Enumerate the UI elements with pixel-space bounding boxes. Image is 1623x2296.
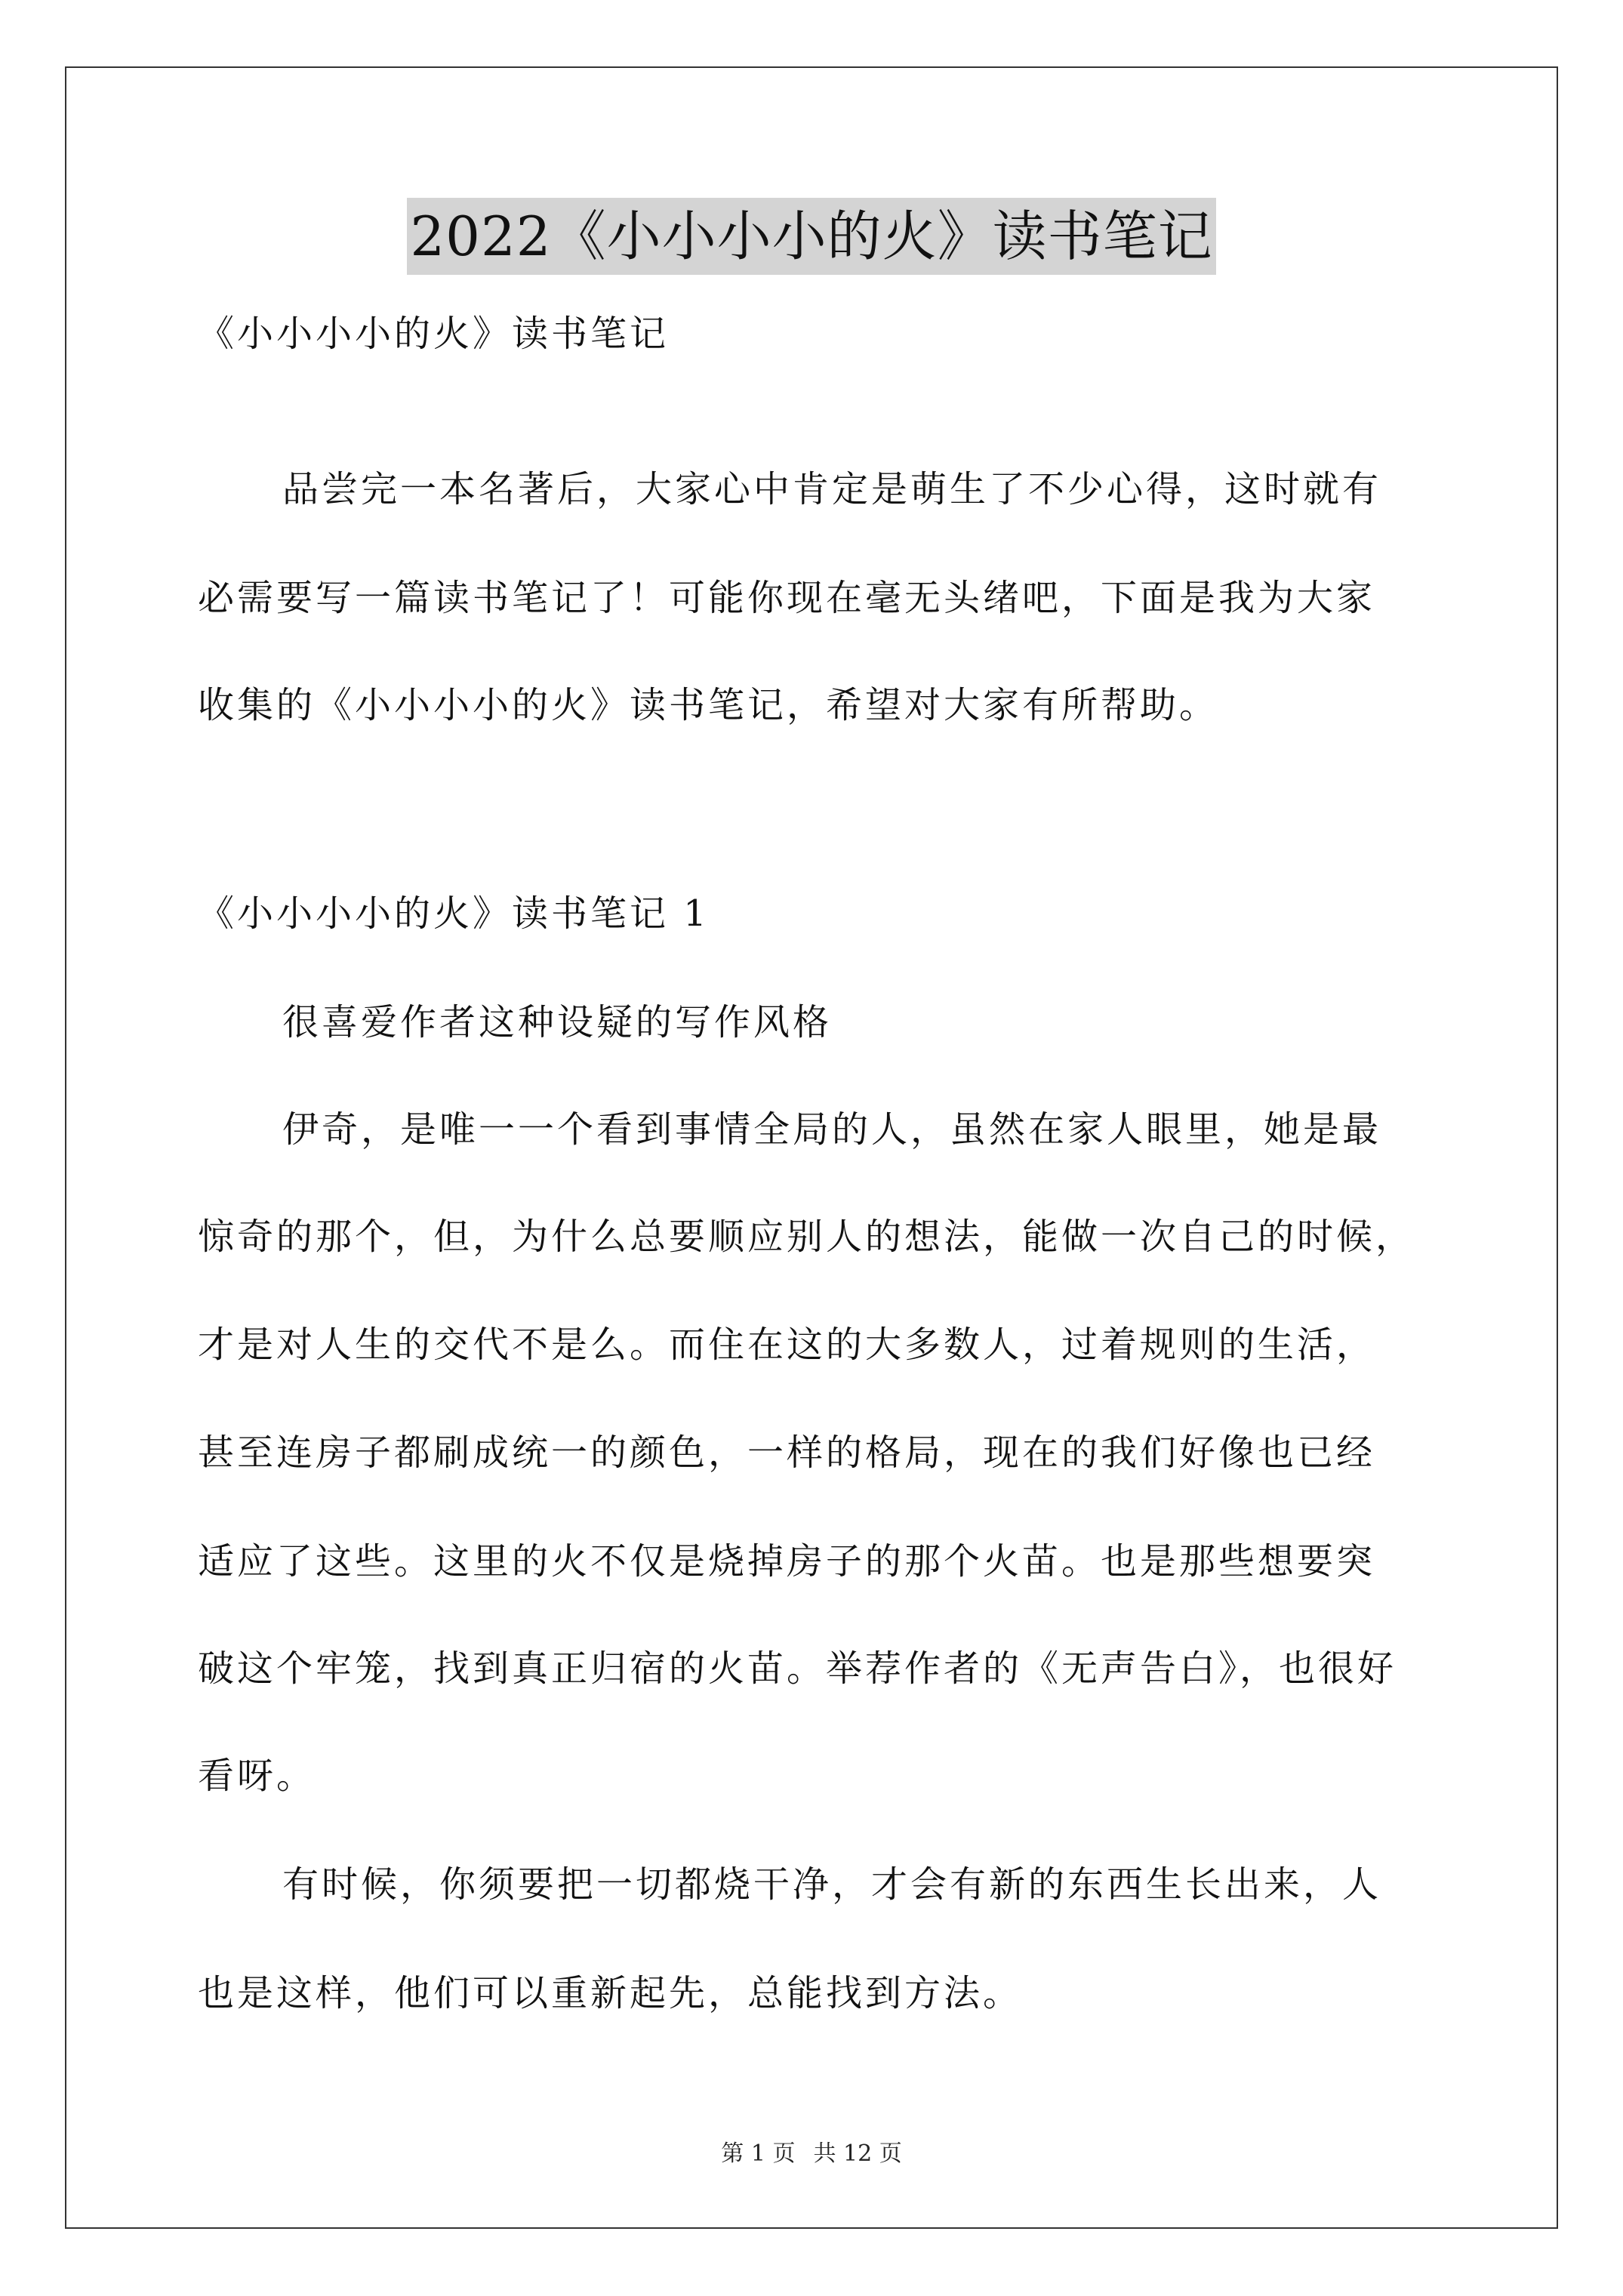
subtitle: 《小小小小的火》读书笔记 [198, 313, 670, 355]
intro-line: 品尝完一本名著后，大家心中肯定是萌生了不少心得，这时就有 [282, 468, 1382, 510]
body-line: 甚至连房子都刷成统一的颜色，一样的格局，现在的我们好像也已经 [198, 1432, 1376, 1474]
page-footer [0, 2139, 1623, 2169]
page-total: 共 12 页 [813, 2140, 902, 2167]
body-line: 伊奇，是唯一一个看到事情全局的人，虽然在家人眼里，她是最 [282, 1108, 1382, 1151]
section-heading: 《小小小小的火》读书笔记 1 [198, 892, 710, 935]
document-title: 2022《小小小小的火》读书笔记 [407, 198, 1215, 275]
body-line: 适应了这些。这里的火不仅是烧掉房子的那个火苗。也是那些想要突 [198, 1540, 1376, 1583]
body-line: 才是对人生的交代不是么。而住在这的大多数人，过着规则的生活， [198, 1324, 1376, 1366]
body-line: 惊奇的那个，但，为什么总要顺应别人的想法，能做一次自己的时候， [198, 1216, 1415, 1258]
body-line: 很喜爱作者这种设疑的写作风格 [282, 1001, 833, 1043]
body-line: 有时候，你须要把一切都烧干净，才会有新的东西生长出来，人 [282, 1863, 1382, 1906]
intro-line: 必需要写一篇读书笔记了！可能你现在毫无头绪吧，下面是我为大家 [198, 577, 1376, 619]
body-line: 也是这样，他们可以重新起先，总能找到方法。 [198, 1972, 1023, 2014]
body-line: 看呀。 [198, 1755, 316, 1797]
title-container [0, 198, 1623, 275]
body-line: 破这个牢笼，找到真正归宿的火苗。举荐作者的《无声告白》，也很好 [198, 1647, 1397, 1690]
page-number: 第 1 页 [721, 2140, 796, 2167]
intro-line: 收集的《小小小小的火》读书笔记，希望对大家有所帮助。 [198, 684, 1219, 726]
